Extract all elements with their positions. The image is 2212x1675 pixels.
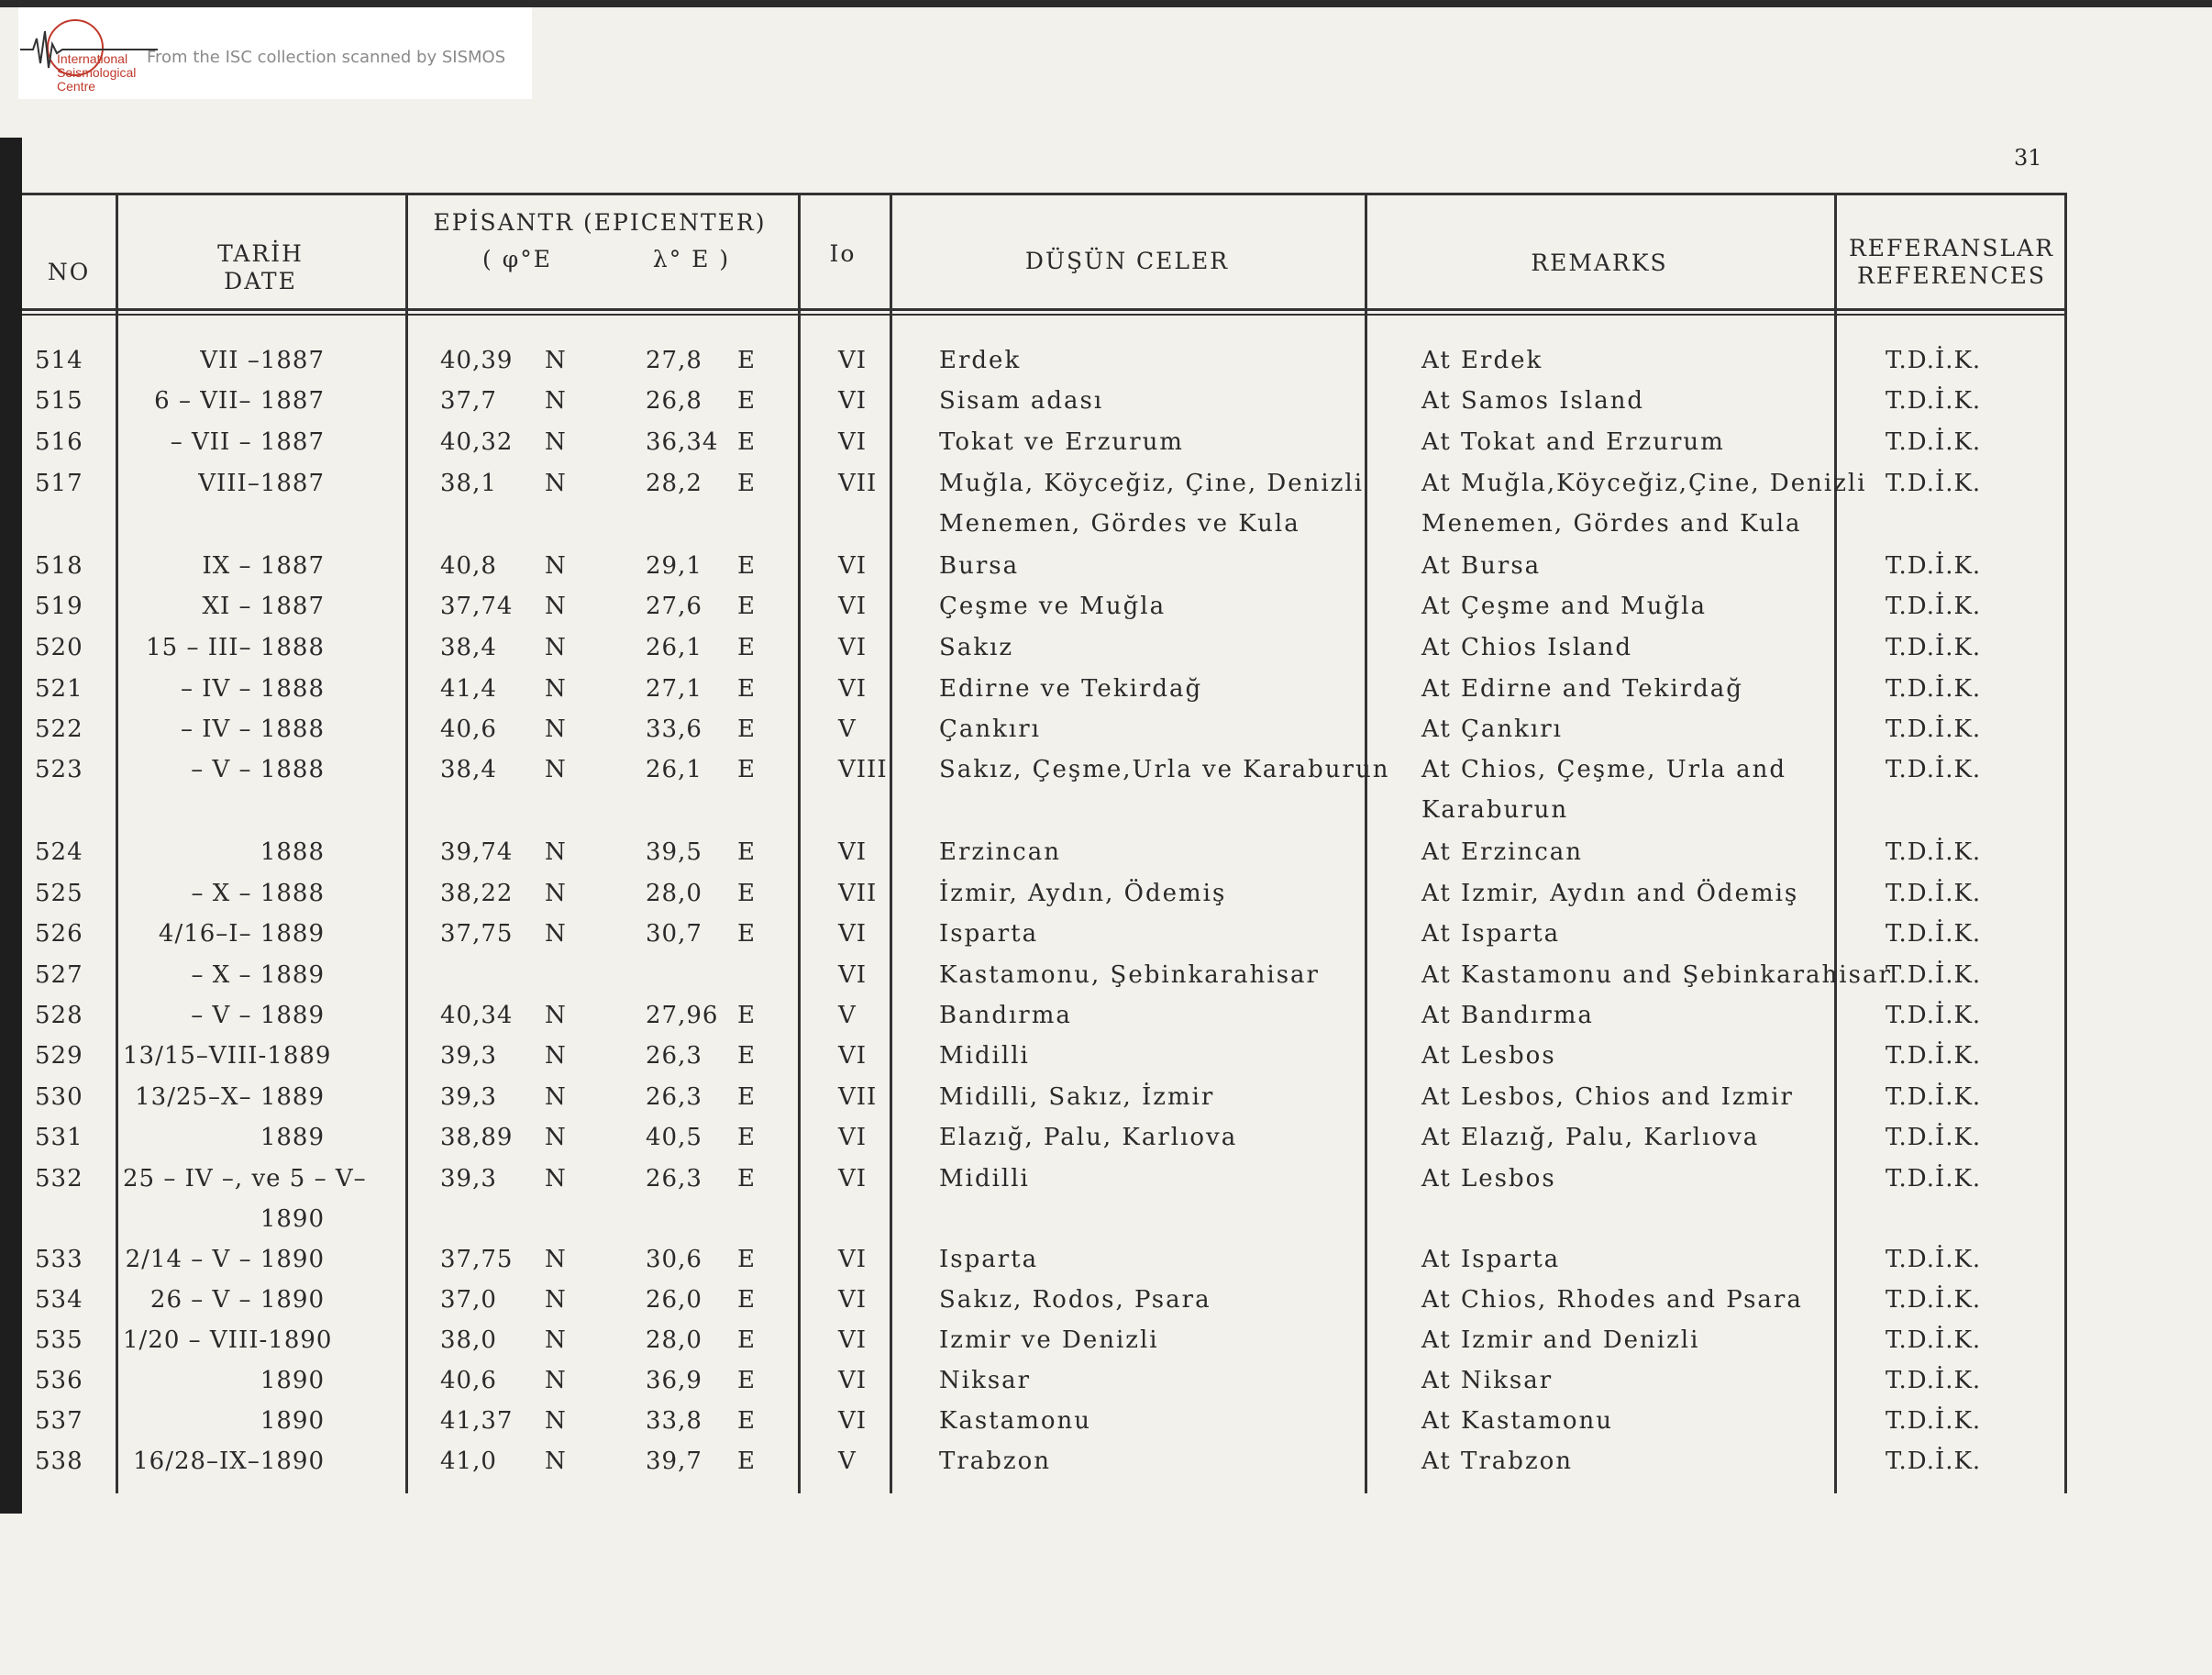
row-latitude-dir: N: [545, 1367, 567, 1394]
row-observation: Midilli: [939, 1042, 1030, 1070]
row-remark: At Elazığ, Palu, Karlıova: [1421, 1124, 1760, 1151]
row-observation: Izmir ve Denizli: [939, 1326, 1159, 1354]
row-longitude-dir: E: [737, 593, 756, 620]
row-intensity: VI: [838, 552, 868, 580]
row-observation: Elazığ, Palu, Karlıova: [939, 1124, 1238, 1151]
row-no: 538: [35, 1448, 83, 1475]
row-reference: T.D.İ.K.: [1886, 1246, 1982, 1273]
row-longitude: 26,1: [646, 756, 702, 783]
row-latitude: 38,4: [440, 634, 497, 661]
col-rule-4: [890, 193, 892, 1493]
row-latitude-dir: N: [545, 1246, 567, 1273]
row-no: 514: [35, 347, 83, 374]
row-reference: T.D.İ.K.: [1886, 675, 1982, 703]
row-longitude: 27,6: [646, 593, 702, 620]
row-date: – V – 1888: [191, 756, 325, 783]
row-no: 532: [35, 1165, 83, 1192]
row-date: XI – 1887: [202, 593, 325, 620]
row-date: 2/14 – V – 1890: [125, 1246, 325, 1273]
row-latitude-dir: N: [545, 1286, 567, 1314]
row-latitude: 39,3: [440, 1165, 497, 1192]
row-intensity: VI: [838, 1165, 868, 1192]
row-remark: At Bandırma: [1421, 1002, 1594, 1029]
row-remark: At Kastamonu and Şebinkarahisar: [1421, 961, 1892, 989]
row-reference: T.D.İ.K.: [1886, 347, 1982, 374]
page-number: 31: [2014, 145, 2042, 171]
row-longitude-dir: E: [737, 1286, 756, 1314]
row-intensity: VII: [838, 1083, 878, 1111]
row-remark: At Edirne and Tekirdağ: [1421, 675, 1743, 703]
row-reference: T.D.İ.K.: [1886, 838, 1982, 866]
row-remark: At Isparta: [1421, 1246, 1561, 1273]
row-observation: Sakız: [939, 634, 1014, 661]
row-no: 537: [35, 1407, 83, 1435]
header-epicenter-lon: λ° E ): [652, 246, 731, 272]
row-reference: T.D.İ.K.: [1886, 1367, 1982, 1394]
row-observation: Midilli, Sakız, İzmir: [939, 1083, 1215, 1111]
header-references-tr: REFERANSLAR: [1848, 235, 2055, 261]
row-observation: Isparta: [939, 1246, 1039, 1273]
row-latitude: 39,3: [440, 1083, 497, 1111]
header-no: [28, 259, 110, 286]
row-longitude-dir: E: [737, 715, 756, 743]
row-longitude: 26,0: [646, 1286, 702, 1314]
row-latitude-dir: N: [545, 1165, 567, 1192]
header-references-en: REFERENCES: [1856, 262, 2047, 289]
row-longitude: 27,8: [646, 347, 702, 374]
row-no: 516: [35, 428, 83, 456]
row-no: 531: [35, 1124, 83, 1151]
row-no: 528: [35, 1002, 83, 1029]
col-rule-7: [2064, 193, 2067, 1493]
row-no: 521: [35, 675, 83, 703]
row-date: 13/15–VIII-1889: [123, 1042, 332, 1070]
row-longitude: 26,3: [646, 1165, 702, 1192]
earthquake-table: [22, 193, 2067, 1493]
row-remark: At Tokat and Erzurum: [1421, 428, 1725, 456]
row-no: 525: [35, 880, 83, 907]
row-reference: T.D.İ.K.: [1886, 552, 1982, 580]
row-latitude-dir: N: [545, 1407, 567, 1435]
row-latitude: 37,0: [440, 1286, 497, 1314]
table-top-rule: [22, 193, 2067, 195]
row-longitude: 33,8: [646, 1407, 702, 1435]
row-longitude: 36,9: [646, 1367, 702, 1394]
row-intensity: VI: [838, 634, 868, 661]
row-no: 520: [35, 634, 83, 661]
row-reference: T.D.İ.K.: [1886, 634, 1982, 661]
row-no: 536: [35, 1367, 83, 1394]
row-reference: T.D.İ.K.: [1886, 1407, 1982, 1435]
header-epicenter-lat: ( φ°E: [482, 246, 552, 272]
row-latitude: 38,4: [440, 756, 497, 783]
org-line-2: Seismological: [57, 65, 137, 80]
row-latitude-dir: N: [545, 920, 567, 948]
row-no: 523: [35, 756, 83, 783]
row-remark: At Lesbos: [1421, 1042, 1556, 1070]
row-reference: T.D.İ.K.: [1886, 1002, 1982, 1029]
row-latitude: 38,22: [440, 880, 514, 907]
row-longitude: 28,2: [646, 470, 702, 497]
row-longitude: 28,0: [646, 1326, 702, 1354]
row-longitude: 27,1: [646, 675, 702, 703]
row-latitude-dir: N: [545, 880, 567, 907]
row-remark: At Erzincan: [1421, 838, 1584, 866]
row-longitude-dir: E: [737, 634, 756, 661]
row-date: – IV – 1888: [180, 675, 325, 703]
row-no: 530: [35, 1083, 83, 1111]
header-epicenter: [407, 209, 792, 237]
row-longitude: 39,5: [646, 838, 702, 866]
row-observation: Niksar: [939, 1367, 1032, 1394]
row-remark: At Erdek: [1421, 347, 1543, 374]
row-date: – V – 1889: [191, 1002, 325, 1029]
row-intensity: V: [838, 715, 857, 743]
row-date: 25 – IV –, ve 5 – V–: [123, 1165, 367, 1192]
row-longitude: 30,6: [646, 1246, 702, 1273]
row-latitude-dir: N: [545, 675, 567, 703]
row-observation: Sakız, Rodos, Psara: [939, 1286, 1211, 1314]
row-intensity: VI: [838, 1367, 868, 1394]
row-observation: Çeşme ve Muğla: [939, 593, 1167, 620]
row-longitude-dir: E: [737, 880, 756, 907]
row-latitude: 38,1: [440, 470, 497, 497]
row-reference: T.D.İ.K.: [1886, 715, 1982, 743]
row-intensity: VI: [838, 961, 868, 989]
row-intensity: VI: [838, 1042, 868, 1070]
row-latitude: 38,89: [440, 1124, 514, 1151]
row-remark: At Çankırı: [1421, 715, 1563, 743]
row-intensity: VII: [838, 880, 878, 907]
row-observation: Çankırı: [939, 715, 1041, 743]
row-remark: At Chios Island: [1421, 634, 1633, 661]
row-latitude-dir: N: [545, 428, 567, 456]
row-reference: T.D.İ.K.: [1886, 470, 1982, 497]
row-observation: Midilli: [939, 1165, 1030, 1192]
row-latitude: 40,6: [440, 715, 497, 743]
row-remark: At Çeşme and Muğla: [1421, 593, 1707, 620]
row-reference: T.D.İ.K.: [1886, 1286, 1982, 1314]
col-rule-1: [116, 193, 118, 1493]
row-longitude-dir: E: [737, 428, 756, 456]
row-date: 1/20 – VIII-1890: [123, 1326, 333, 1354]
row-reference: T.D.İ.K.: [1886, 920, 1982, 948]
row-latitude: 41,4: [440, 675, 497, 703]
row-latitude: 37,74: [440, 593, 514, 620]
row-date: – VII – 1887: [170, 428, 325, 456]
row-reference: T.D.İ.K.: [1886, 961, 1982, 989]
row-observation: Erdek: [939, 347, 1022, 374]
row-observation: Sakız, Çeşme,Urla ve Karaburun: [939, 756, 1390, 783]
row-observation: Erzincan: [939, 838, 1061, 866]
row-reference: T.D.İ.K.: [1886, 1448, 1982, 1475]
row-intensity: V: [838, 1448, 857, 1475]
row-date: 4/16–I– 1889: [158, 920, 325, 948]
row-reference: T.D.İ.K.: [1886, 1042, 1982, 1070]
col-rule-2: [405, 193, 408, 1493]
row-reference: T.D.İ.K.: [1886, 387, 1982, 415]
row-longitude: 26,1: [646, 634, 702, 661]
row-longitude-dir: E: [737, 347, 756, 374]
row-remark: At Kastamonu: [1421, 1407, 1614, 1435]
row-latitude-dir: N: [545, 715, 567, 743]
row-latitude-dir: N: [545, 593, 567, 620]
row-remark: At Chios, Rhodes and Psara: [1421, 1286, 1803, 1314]
row-latitude: 40,6: [440, 1367, 497, 1394]
row-latitude: 40,32: [440, 428, 514, 456]
row-remark: At Trabzon: [1421, 1448, 1574, 1475]
row-reference: T.D.İ.K.: [1886, 1165, 1982, 1192]
row-no: 533: [35, 1246, 83, 1273]
row-date: 1890: [260, 1367, 325, 1394]
row-longitude-dir: E: [737, 675, 756, 703]
row-latitude: 40,39: [440, 347, 514, 374]
row-longitude: 33,6: [646, 715, 702, 743]
row-longitude-dir: E: [737, 1326, 756, 1354]
row-remark: At Izmir and Denizli: [1421, 1326, 1700, 1354]
org-line-1: International: [57, 51, 128, 66]
row-reference: T.D.İ.K.: [1886, 880, 1982, 907]
row-observation: Edirne ve Tekirdağ: [939, 675, 1203, 703]
row-no: 518: [35, 552, 83, 580]
row-latitude: 37,7: [440, 387, 497, 415]
isc-org-name: [57, 52, 136, 94]
row-latitude-dir: N: [545, 1326, 567, 1354]
header-bottom-rule: [22, 308, 2067, 311]
row-longitude-dir: E: [737, 1124, 756, 1151]
row-date: 6 – VII– 1887: [154, 387, 325, 415]
row-date: 1888: [260, 838, 325, 866]
row-latitude-dir: N: [545, 1448, 567, 1475]
row-longitude: 30,7: [646, 920, 702, 948]
row-remark: At Muğla,Köyceğiz,Çine, Denizli: [1421, 470, 1867, 497]
row-remark-cont: Menemen, Gördes and Kula: [1421, 510, 1802, 538]
row-reference: T.D.İ.K.: [1886, 756, 1982, 783]
row-latitude: 40,8: [440, 552, 497, 580]
row-date: 1889: [260, 1124, 325, 1151]
row-latitude: 37,75: [440, 920, 514, 948]
row-date: 16/28–IX–1890: [133, 1448, 325, 1475]
row-no: 524: [35, 838, 83, 866]
row-remark: At Niksar: [1421, 1367, 1554, 1394]
row-longitude-dir: E: [737, 1165, 756, 1192]
row-longitude-dir: E: [737, 1246, 756, 1273]
row-remark: At Isparta: [1421, 920, 1561, 948]
header-remarks: REMARKS: [1531, 250, 1668, 276]
row-intensity: VI: [838, 428, 868, 456]
row-longitude: 28,0: [646, 880, 702, 907]
scan-top-edge: [0, 0, 2212, 7]
row-latitude-dir: N: [545, 387, 567, 415]
row-longitude-dir: E: [737, 1407, 756, 1435]
row-observation: Isparta: [939, 920, 1039, 948]
row-date: 15 – III– 1888: [146, 634, 325, 661]
row-latitude-dir: N: [545, 347, 567, 374]
row-date: VIII–1887: [198, 470, 325, 497]
row-longitude-dir: E: [737, 1448, 756, 1475]
row-latitude-dir: N: [545, 1083, 567, 1111]
row-observation: Kastamonu, Şebinkarahisar: [939, 961, 1320, 989]
row-latitude: 39,3: [440, 1042, 497, 1070]
row-remark: At Izmir, Aydın and Ödemiş: [1421, 880, 1799, 907]
row-date: – X – 1889: [191, 961, 325, 989]
header-date-en: DATE: [224, 268, 297, 294]
row-no: 527: [35, 961, 83, 989]
org-line-3: Centre: [57, 79, 96, 94]
row-latitude-dir: N: [545, 634, 567, 661]
row-date-cont: 1890: [260, 1205, 325, 1233]
scan-left-edge: [0, 138, 22, 1514]
row-longitude-dir: E: [737, 387, 756, 415]
row-observation-cont: Menemen, Gördes ve Kula: [939, 510, 1300, 538]
row-reference: T.D.İ.K.: [1886, 1326, 1982, 1354]
row-intensity: VIII: [838, 756, 888, 783]
header-bottom-rule-2: [22, 314, 2067, 316]
col-rule-6: [1834, 193, 1837, 1493]
row-observation: Kastamonu: [939, 1407, 1092, 1435]
row-observation: Bursa: [939, 552, 1020, 580]
row-observation: Trabzon: [939, 1448, 1052, 1475]
row-latitude-dir: N: [545, 470, 567, 497]
row-intensity: VI: [838, 1407, 868, 1435]
row-date: – X – 1888: [191, 880, 325, 907]
row-longitude-dir: E: [737, 1367, 756, 1394]
row-longitude-dir: E: [737, 838, 756, 866]
row-latitude: 38,0: [440, 1326, 497, 1354]
row-reference: T.D.İ.K.: [1886, 428, 1982, 456]
row-no: 535: [35, 1326, 83, 1354]
row-observation: Sisam adası: [939, 387, 1104, 415]
row-latitude-dir: N: [545, 1124, 567, 1151]
row-longitude-dir: E: [737, 756, 756, 783]
row-intensity: VI: [838, 1286, 868, 1314]
row-intensity: V: [838, 1002, 857, 1029]
row-date: 1890: [260, 1407, 325, 1435]
row-remark: At Bursa: [1421, 552, 1542, 580]
row-no: 534: [35, 1286, 83, 1314]
row-longitude: 39,7: [646, 1448, 702, 1475]
row-longitude: 27,96: [646, 1002, 719, 1029]
row-no: 529: [35, 1042, 83, 1070]
row-remark-cont: Karaburun: [1421, 796, 1569, 824]
row-longitude-dir: E: [737, 1042, 756, 1070]
row-intensity: VI: [838, 387, 868, 415]
header-intensity: Io: [829, 240, 857, 267]
row-reference: T.D.İ.K.: [1886, 593, 1982, 620]
row-remark: At Samos Island: [1421, 387, 1645, 415]
row-remark: At Lesbos, Chios and Izmir: [1421, 1083, 1794, 1111]
row-longitude: 26,3: [646, 1042, 702, 1070]
row-longitude: 36,34: [646, 428, 719, 456]
row-longitude-dir: E: [737, 1002, 756, 1029]
row-intensity: VI: [838, 675, 868, 703]
row-remark: At Chios, Çeşme, Urla and: [1421, 756, 1787, 783]
row-observation: Tokat ve Erzurum: [939, 428, 1184, 456]
row-reference: T.D.İ.K.: [1886, 1083, 1982, 1111]
row-intensity: VI: [838, 1326, 868, 1354]
header-references: [1836, 235, 2067, 290]
row-observation: İzmir, Aydın, Ödemiş: [939, 880, 1227, 907]
row-latitude-dir: N: [545, 552, 567, 580]
row-longitude-dir: E: [737, 1083, 756, 1111]
row-intensity: VI: [838, 920, 868, 948]
row-intensity: VI: [838, 593, 868, 620]
row-latitude-dir: N: [545, 1002, 567, 1029]
row-latitude: 41,37: [440, 1407, 514, 1435]
header-epicenter-title: EPİSANTR (EPICENTER): [433, 209, 767, 236]
row-latitude-dir: N: [545, 756, 567, 783]
row-longitude: 29,1: [646, 552, 702, 580]
row-latitude: 39,74: [440, 838, 514, 866]
row-intensity: VI: [838, 838, 868, 866]
row-longitude-dir: E: [737, 552, 756, 580]
row-observation: Muğla, Köyceğiz, Çine, Denizli: [939, 470, 1365, 497]
row-latitude: 40,34: [440, 1002, 514, 1029]
row-latitude: 37,75: [440, 1246, 514, 1273]
header-observations: DÜŞÜN CELER: [1024, 248, 1230, 274]
row-remark: At Lesbos: [1421, 1165, 1556, 1192]
row-no: 515: [35, 387, 83, 415]
header-date-tr: TARİH: [217, 240, 304, 267]
row-observation: Bandırma: [939, 1002, 1072, 1029]
row-longitude: 26,3: [646, 1083, 702, 1111]
row-latitude-dir: N: [545, 1042, 567, 1070]
row-intensity: VI: [838, 347, 868, 374]
row-longitude-dir: E: [737, 470, 756, 497]
row-longitude: 26,8: [646, 387, 702, 415]
header-date: [160, 240, 361, 295]
row-latitude: 41,0: [440, 1448, 497, 1475]
row-intensity: VII: [838, 470, 878, 497]
row-intensity: VI: [838, 1124, 868, 1151]
col-rule-5: [1365, 193, 1367, 1493]
row-date: – IV – 1888: [180, 715, 325, 743]
row-intensity: VI: [838, 1246, 868, 1273]
row-date: 26 – V – 1890: [149, 1286, 325, 1314]
row-no: 517: [35, 470, 83, 497]
row-no: 522: [35, 715, 83, 743]
row-longitude: 40,5: [646, 1124, 702, 1151]
row-no: 519: [35, 593, 83, 620]
row-latitude-dir: N: [545, 838, 567, 866]
scan-note: From the ISC collection scanned by SISMOS: [147, 48, 506, 67]
row-reference: T.D.İ.K.: [1886, 1124, 1982, 1151]
row-date: VII –1887: [200, 347, 325, 374]
row-no: 526: [35, 920, 83, 948]
col-rule-3: [798, 193, 801, 1493]
header-no-label: NO: [47, 259, 91, 285]
row-date: 13/25–X– 1889: [135, 1083, 325, 1111]
row-longitude-dir: E: [737, 920, 756, 948]
row-date: IX – 1887: [202, 552, 325, 580]
